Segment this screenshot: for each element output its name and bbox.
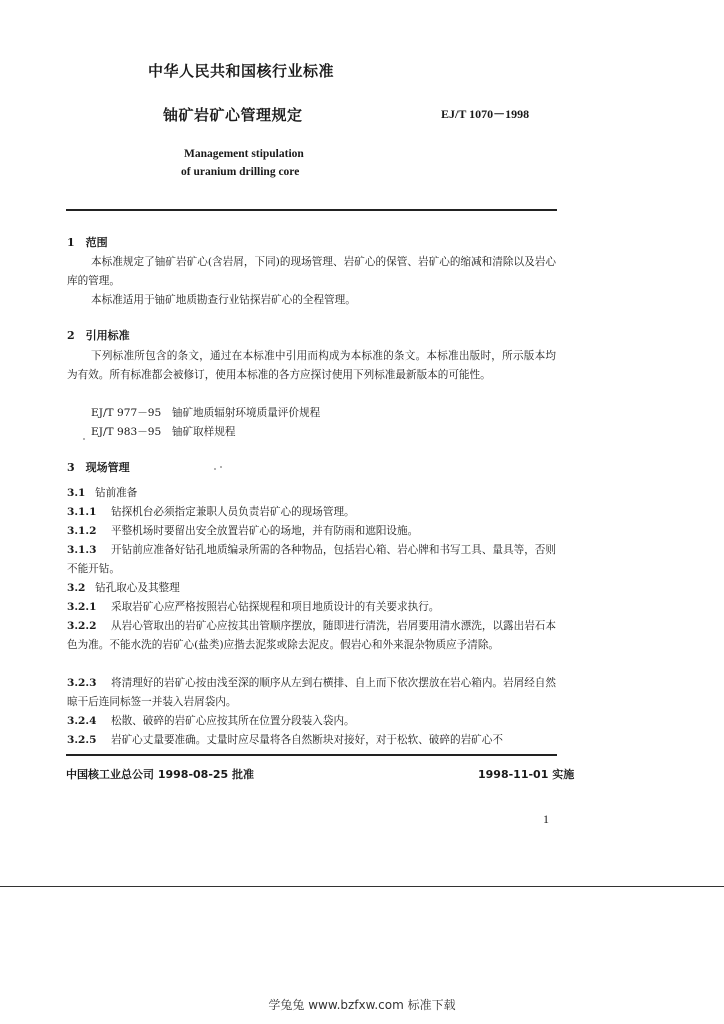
page-bottom-edge	[0, 886, 724, 887]
scan-speck	[214, 468, 216, 470]
clause-3-1-3	[67, 541, 556, 579]
section-1-paragraph-1: 本标准规定了铀矿岩矿心(含岩屑，下同)的现场管理、岩矿心的保管、岩矿心的缩减和清除以及岩心库的管理。	[67, 256, 556, 287]
reference-ejt-977: EJ/T 977－95 铀矿地质辐射环境质量评价规程	[91, 407, 321, 419]
clause-3-1	[67, 484, 137, 503]
clause-3-1-2	[67, 522, 418, 541]
clause-number: 3.1.2	[67, 525, 97, 537]
clause-text: 将清理好的岩矿心按由浅至深的顺序从左到右横排、自上而下依次摆放在岩心箱内。岩屑经自然晾干后连同标签一并装入岩屑袋内。	[67, 677, 556, 708]
clause-3-2-5	[67, 731, 503, 750]
clause-3-2-1	[67, 598, 439, 617]
clause-3-2-4	[67, 712, 355, 731]
clause-number: 3.2.2	[67, 620, 97, 632]
site-watermark[interactable]: 学兔兔 www.bzfxw.com 标准下载	[268, 998, 456, 1012]
clause-text: 从岩心管取出的岩矿心应按其出管顺序摆放，随即进行清洗，岩屑要用清水漂洗，以露出岩石本色为准。不能水洗的岩矿心(盐类)应揩去泥浆或除去泥皮。假岩心和外来混杂物质应予清除。	[67, 620, 556, 651]
scan-speck	[220, 466, 222, 468]
clause-text: 松散、破碎的岩矿心应按其所在位置分段装入袋内。	[111, 715, 355, 727]
clause-number: 3.2.1	[67, 601, 97, 613]
section-2-paragraph-1: 下列标准所包含的条文，通过在本标准中引用而构成为本标准的条文。本标准出版时，所示版本均为有效。所有标准都会被修订，使用本标准的各方应探讨使用下列标准最新版本的可能性。	[67, 350, 556, 381]
scan-speck	[83, 438, 85, 440]
clause-number: 3.2.4	[67, 715, 97, 727]
clause-text: 采取岩矿心应严格按照岩心钻探规程和项目地质设计的有关要求执行。	[111, 601, 440, 613]
standard-code: EJ/T 1070－1998	[441, 107, 530, 121]
clause-number: 3.1.1	[67, 506, 97, 518]
header-divider	[66, 209, 557, 211]
standard-organization: 中华人民共和国核行业标准	[148, 62, 335, 80]
clause-text: 平整机场时要留出安全放置岩矿心的场地，并有防雨和遮阳设施。	[111, 525, 419, 537]
section-1-heading: 1 范围	[67, 236, 108, 249]
english-title-line2: of uranium drilling core	[181, 166, 300, 178]
clause-text: 岩矿心丈量要准确。丈量时应尽量将各自然断块对接好，对于松软、破碎的岩矿心不	[111, 734, 503, 746]
approval-statement: 中国核工业总公司 1998-08-25 批准	[66, 768, 255, 781]
section-3-heading: 3 现场管理	[67, 461, 130, 474]
clause-3-2-3	[67, 674, 556, 712]
clause-3-2-2	[67, 617, 556, 655]
english-title-line1: Management stipulation	[184, 148, 304, 160]
clause-text: 开钻前应准备好钻孔地质编录所需的各种物品，包括岩心箱、岩心牌和书写工具、量具等，否则不能开钻。	[67, 544, 556, 575]
clause-3-2	[67, 579, 180, 598]
clause-number: 3.2.3	[67, 677, 97, 689]
clause-number: 3.2.5	[67, 734, 97, 746]
footer-divider	[66, 754, 557, 756]
standard-title: 铀矿岩矿心管理规定	[163, 106, 303, 124]
clause-text: 钻孔取心及其整理	[95, 582, 180, 594]
section-2-heading: 2 引用标准	[67, 329, 130, 342]
clause-3-1-1	[67, 503, 355, 522]
section-1-paragraph-2: 本标准适用于铀矿地质勘查行业钻探岩矿心的全程管理。	[91, 294, 356, 306]
clause-number: 3.2	[67, 582, 86, 594]
clause-number: 3.1.3	[67, 544, 97, 556]
clause-text: 钻探机台必须指定兼职人员负责岩矿心的现场管理。	[111, 506, 355, 518]
clause-text: 钻前准备	[95, 487, 138, 499]
reference-ejt-983: EJ/T 983－95 铀矿取样规程	[91, 426, 236, 438]
implementation-date: 1998-11-01 实施	[478, 768, 575, 781]
page-number: 1	[543, 812, 549, 826]
clause-number: 3.1	[67, 487, 86, 499]
